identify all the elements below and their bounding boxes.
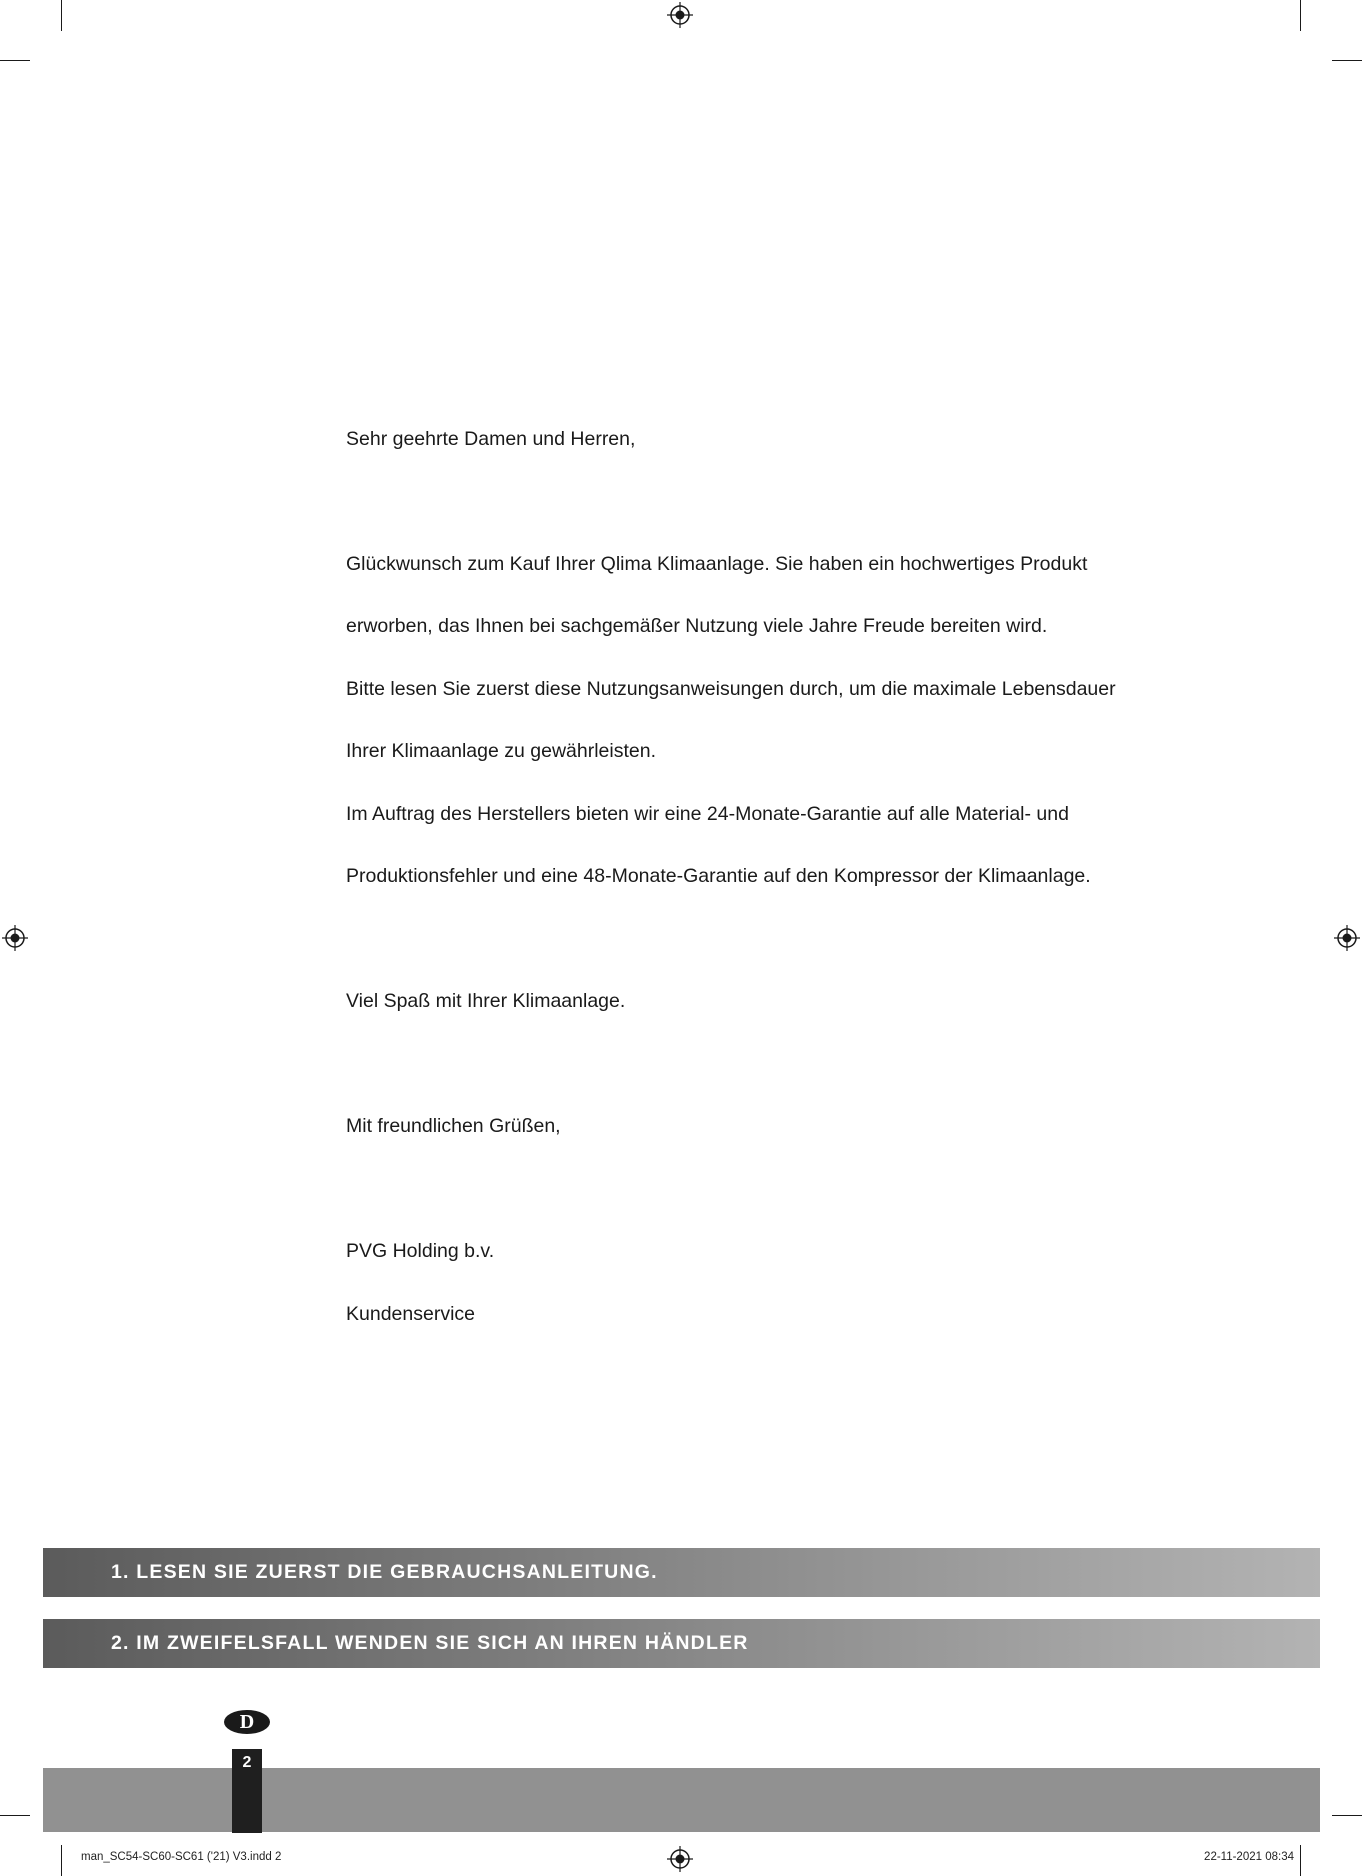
timestamp-slug: 22-11-2021 08:34 [1204, 1851, 1294, 1863]
regards: Mit freundlichen Grüßen, [346, 1115, 561, 1137]
crop-mark-bottom-right-horizontal [1332, 1815, 1362, 1816]
registration-mark-icon [1334, 925, 1360, 951]
file-name-slug: man_SC54-SC60-SC61 ('21) V3.indd 2 [81, 1851, 282, 1863]
letter-line: Produktionsfehler und eine 48-Monate-Garantie auf den Kompressor der Klimaanlage. [346, 865, 1091, 887]
letter-line: Im Auftrag des Herstellers bieten wir eine 24-Monate-Garantie auf alle Material- und [346, 803, 1069, 825]
letter-line: Ihrer Klimaanlage zu gewährleisten. [346, 740, 657, 762]
crop-mark-bottom-right-vertical [1300, 1845, 1301, 1876]
crop-mark-bottom-left-vertical [61, 1845, 62, 1876]
letter-line: Bitte lesen Sie zuerst diese Nutzungsanweisungen durch, um die maximale Lebensdauer [346, 678, 1116, 700]
notice-bar-read-manual [43, 1548, 1320, 1597]
page-number-tab [232, 1749, 262, 1833]
notice-text: 2. IM ZWEIFELSFALL WENDEN SIE SICH AN IHREN HÄNDLER [111, 1632, 749, 1654]
letter-line: Glückwunsch zum Kauf Ihrer Qlima Klimaanlage. Sie haben ein hochwertiges Produkt [346, 553, 1088, 575]
registration-mark-icon [2, 925, 28, 951]
language-code: D [239, 1710, 255, 1733]
notice-bar-contact-dealer [43, 1619, 1320, 1668]
crop-mark-top-left-vertical [61, 0, 62, 31]
crop-mark-top-left-horizontal [0, 60, 30, 61]
crop-mark-bottom-left-horizontal [0, 1815, 30, 1816]
salutation: Sehr geehrte Damen und Herren, [346, 428, 636, 450]
notice-text: 1. LESEN SIE ZUERST DIE GEBRAUCHSANLEITUNG. [111, 1561, 658, 1583]
crop-mark-top-right-vertical [1300, 0, 1301, 31]
company-name: PVG Holding b.v. [346, 1240, 495, 1262]
closing-wish: Viel Spaß mit Ihrer Klimaanlage. [346, 990, 626, 1012]
letter-line: erworben, das Ihnen bei sachgemäßer Nutzung viele Jahre Freude bereiten wird. [346, 615, 1048, 637]
department-name: Kundenservice [346, 1303, 475, 1325]
crop-mark-top-right-horizontal [1332, 60, 1362, 61]
registration-mark-icon [667, 1846, 693, 1872]
registration-mark-icon [667, 2, 693, 28]
page-number: 2 [242, 1754, 252, 1771]
language-badge [224, 1710, 270, 1734]
